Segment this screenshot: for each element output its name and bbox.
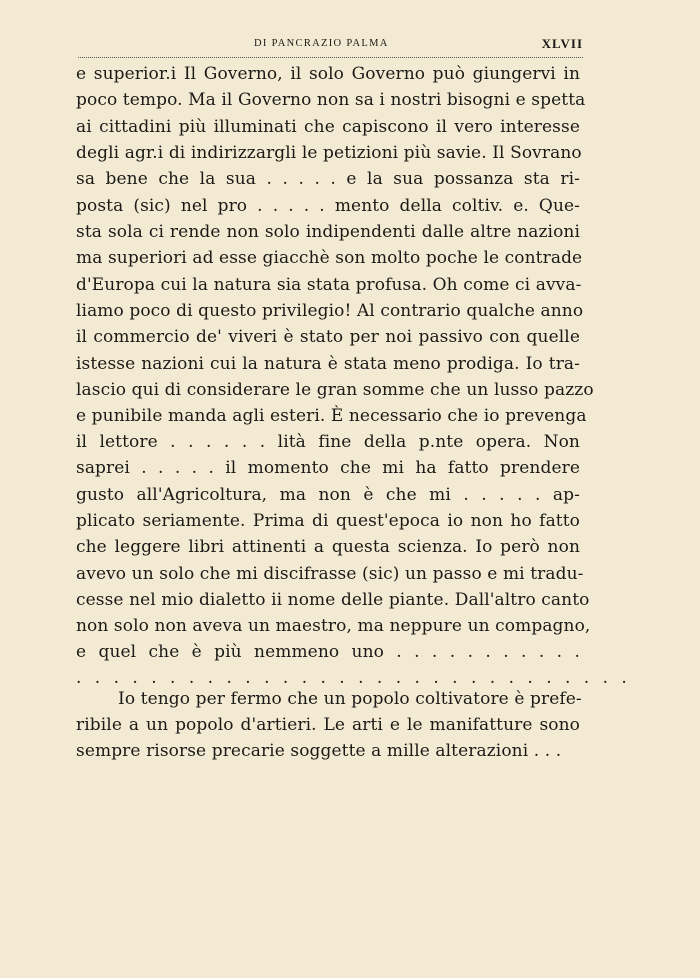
text-line: sta sola ci rende non solo indipendenti dalle altre nazioni — [76, 222, 580, 242]
paragraph-line: sempre risorse precarie soggette a mille alterazioni . . . — [76, 741, 562, 761]
text-line: d'Europa cui la natura sia stata profusa. Oh come ci avva- — [76, 275, 582, 295]
text-line: gusto all'Agricoltura, ma non è che mi . . . . . ap- — [76, 485, 580, 505]
text-line: ma superiori ad esse giacchè son molto poche le contrade — [76, 248, 583, 268]
text-line: plicato seriamente. Prima di quest'epoca io non ho fatto — [76, 511, 580, 531]
text-line: istesse nazioni cui la natura è stata meno prodiga. Io tra- — [76, 354, 580, 374]
running-head — [78, 38, 583, 52]
text-line: posta (sic) nel pro . . . . . mento della coltiv. e. Que- — [76, 196, 580, 216]
text-line: degli agr.i di indirizzargli le petizioni più savie. Il Sovrano — [76, 143, 582, 163]
text-line: poco tempo. Ma il Governo non sa i nostri bisogni e spetta — [76, 90, 586, 110]
ellipsis-line: . . . . . . . . . . . . . . . . . . . . . . . . . . . . . . — [76, 668, 631, 688]
text-line: ai cittadini più illuminati che capiscono il vero interesse — [76, 117, 580, 137]
text-line: sa bene che la sua . . . . . e la sua possanza sta ri- — [76, 169, 580, 189]
paragraph-line: Io tengo per fermo che un popolo coltivatore è prefe- — [118, 689, 582, 709]
running-title: DI PANCRAZIO PALMA — [254, 38, 389, 49]
text-line: il lettore . . . . . . lità fine della p.nte opera. Non — [76, 432, 580, 452]
paragraph-line: ribile a un popolo d'artieri. Le arti e le manifatture sono — [76, 715, 580, 735]
text-line: che leggere libri attinenti a questa scienza. Io però non — [76, 537, 580, 557]
text-line: il commercio de' viveri è stato per noi passivo con quelle — [76, 327, 580, 347]
text-line: e quel che è più nemmeno uno . . . . . . . . . . . — [76, 642, 580, 662]
text-line: saprei . . . . . il momento che mi ha fatto prendere — [76, 458, 580, 478]
text-line: avevo un solo che mi discifrasse (sic) un passo e mi tradu- — [76, 564, 584, 584]
text-line: non solo non aveva un maestro, ma neppure un compagno, — [76, 616, 591, 636]
text-line: lascio qui di considerare le gran somme che un lusso pazzo — [76, 380, 594, 400]
text-line: e superior.i Il Governo, il solo Governo può giungervi in — [76, 64, 580, 84]
page-number: XLVII — [541, 36, 583, 51]
text-line: e punibile manda agli esteri. È necessario che io prevenga — [76, 406, 587, 426]
text-line: cesse nel mio dialetto ii nome delle piante. Dall'altro canto — [76, 590, 590, 610]
text-line: liamo poco di questo privilegio! Al contrario qualche anno — [76, 301, 584, 321]
header-dotted-rule — [78, 57, 583, 58]
